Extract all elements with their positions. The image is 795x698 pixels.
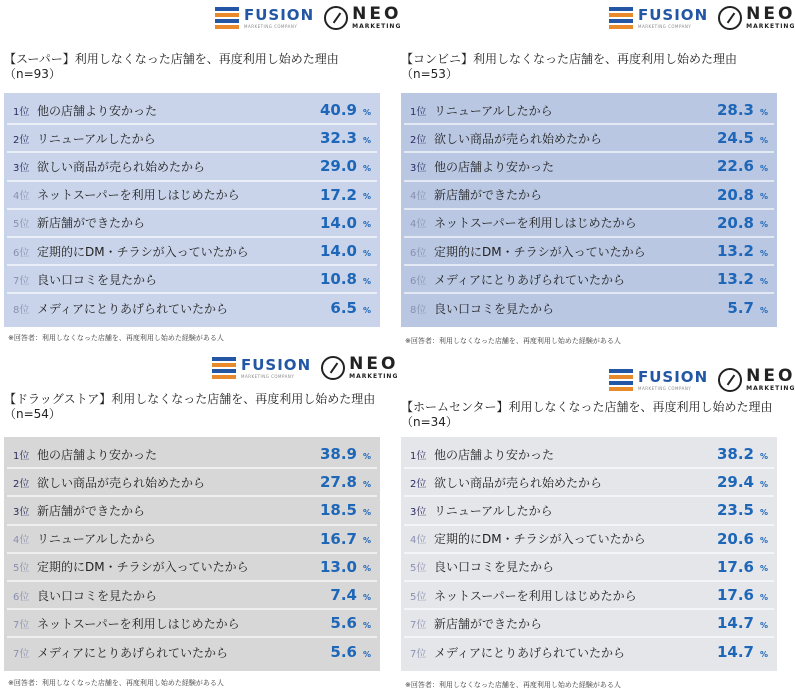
reason-label: 他の店舗より安かった — [37, 447, 158, 462]
chart-title: 【スーパー】利用しなくなった店舗を、再度利用し始めた理由（n=93） — [4, 52, 339, 81]
percent-symbol: % — [362, 564, 371, 574]
logo-group — [212, 350, 398, 386]
percent-value: 17.6 — [716, 586, 754, 605]
logo-group — [215, 0, 401, 36]
reason-label: 欲しい商品が売られ始めたから — [37, 475, 206, 490]
rank-label: 3位 — [13, 162, 30, 174]
percent-symbol: % — [362, 192, 371, 202]
chart-panel — [397, 362, 795, 694]
reason-label: 定期的にDM・チラシが入っていたから — [37, 560, 249, 575]
percent-symbol: % — [759, 248, 768, 258]
ranking-table — [4, 93, 380, 327]
table-row — [7, 638, 377, 666]
table-row — [7, 294, 377, 322]
percent-symbol: % — [362, 163, 371, 173]
percent-symbol: % — [759, 451, 768, 461]
neo-logo-sub: MARKETING — [349, 373, 399, 380]
percent-symbol: % — [759, 620, 768, 630]
reason-label: 定期的にDM・チラシが入っていたから — [37, 244, 249, 259]
table-row — [7, 582, 377, 610]
table-row — [7, 554, 377, 582]
ranking-table — [401, 93, 777, 327]
percent-value: 32.3 — [319, 129, 357, 148]
reason-label: 新店舗ができたから — [37, 216, 146, 231]
fusion-logo-icon — [212, 357, 236, 379]
reason-label: メディアにとりあげられていたから — [37, 301, 229, 316]
percent-value: 13.2 — [716, 242, 754, 261]
reason-label: リニューアルしたから — [37, 131, 156, 146]
neo-logo-sub: MARKETING — [746, 23, 795, 30]
reason-label: メディアにとりあげられていたから — [434, 272, 626, 287]
neo-logo-icon — [718, 6, 742, 30]
percent-symbol: % — [759, 564, 768, 574]
fusion-logo-sub: MARKETING COMPANY — [244, 23, 298, 29]
percent-value: 10.8 — [319, 270, 357, 289]
table-row — [404, 182, 774, 210]
fusion-logo — [638, 367, 709, 391]
rank-label: 7位 — [13, 275, 30, 287]
rank-label: 2位 — [410, 134, 427, 146]
neo-logo-word: NEO — [746, 366, 795, 386]
reason-label: リニューアルしたから — [37, 532, 156, 547]
percent-symbol: % — [362, 135, 371, 145]
rank-label: 6位 — [13, 247, 30, 259]
neo-logo-icon — [718, 368, 742, 392]
rank-label: 4位 — [13, 535, 30, 547]
percent-value: 5.6 — [330, 643, 357, 662]
table-row — [404, 238, 774, 266]
reason-label: ネットスーパーを利用しはじめたから — [434, 216, 637, 231]
table-row — [7, 526, 377, 554]
table-row — [7, 182, 377, 210]
reason-label: 定期的にDM・チラシが入っていたから — [434, 532, 646, 547]
fusion-logo — [638, 5, 709, 29]
reason-label: リニューアルしたから — [434, 103, 553, 118]
table-row — [7, 125, 377, 153]
table-row — [7, 97, 377, 125]
respondent-note: ※回答者：利用しなくなった店舗を、再度利用し始めた経験がある人 — [8, 679, 224, 687]
logo-group — [609, 0, 795, 36]
table-row — [404, 497, 774, 525]
chart-panel — [397, 0, 795, 350]
rank-label: 5位 — [13, 563, 30, 575]
table-row — [7, 210, 377, 238]
percent-value: 14.0 — [319, 242, 357, 261]
reason-label: ネットスーパーを利用しはじめたから — [434, 588, 637, 603]
chart-title: 【コンビニ】利用しなくなった店舗を、再度利用し始めた理由（n=53） — [401, 52, 738, 81]
reason-label: メディアにとりあげられていたから — [37, 645, 229, 660]
rank-label: 1位 — [410, 450, 427, 462]
neo-logo — [352, 6, 401, 30]
respondent-note: ※回答者：利用しなくなった店舗を、再度利用し始めた経験がある人 — [405, 337, 621, 345]
fusion-logo-word: FUSION — [638, 5, 709, 24]
reason-label: 他の店舗より安かった — [434, 159, 555, 174]
percent-value: 13.2 — [716, 270, 754, 289]
reason-label: 他の店舗より安かった — [37, 103, 158, 118]
neo-logo-word: NEO — [349, 354, 399, 374]
rank-label: 3位 — [13, 506, 30, 518]
reason-label: ネットスーパーを利用しはじめたから — [37, 188, 240, 203]
rank-label: 7位 — [410, 648, 427, 660]
percent-value: 18.5 — [319, 501, 357, 520]
chart-panel — [0, 0, 402, 347]
reason-label: メディアにとりあげられていたから — [434, 645, 626, 660]
neo-logo — [349, 356, 398, 380]
percent-value: 17.2 — [319, 185, 357, 204]
percent-value: 14.7 — [716, 643, 754, 662]
reason-label: 新店舗ができたから — [434, 188, 543, 203]
reason-label: リニューアルしたから — [434, 503, 553, 518]
table-row — [404, 469, 774, 497]
percent-symbol: % — [759, 305, 768, 315]
table-row — [7, 266, 377, 294]
neo-logo-word: NEO — [352, 4, 402, 24]
fusion-logo-word: FUSION — [638, 367, 709, 386]
neo-logo-sub: MARKETING — [352, 23, 402, 30]
rank-label: 5位 — [410, 591, 427, 603]
rank-label: 1位 — [410, 106, 427, 118]
table-row — [7, 153, 377, 181]
neo-logo — [746, 368, 795, 392]
reason-label: 新店舗ができたから — [434, 616, 543, 631]
rank-label: 2位 — [13, 478, 30, 490]
neo-logo-icon — [321, 356, 345, 380]
ranking-table — [4, 437, 380, 671]
percent-value: 6.5 — [330, 299, 357, 318]
percent-value: 38.9 — [319, 445, 357, 464]
rank-label: 4位 — [410, 219, 427, 231]
chart-panel — [0, 350, 399, 692]
reason-label: 定期的にDM・チラシが入っていたから — [434, 244, 646, 259]
percent-symbol: % — [362, 507, 371, 517]
percent-symbol: % — [759, 479, 768, 489]
percent-symbol: % — [362, 479, 371, 489]
rank-label: 1位 — [13, 450, 30, 462]
table-row — [404, 441, 774, 469]
fusion-logo-word: FUSION — [241, 355, 312, 374]
percent-value: 29.0 — [319, 157, 357, 176]
table-row — [404, 610, 774, 638]
rank-label: 3位 — [410, 162, 427, 174]
reason-label: 新店舗ができたから — [37, 503, 146, 518]
rank-label: 8位 — [13, 304, 30, 316]
percent-symbol: % — [362, 649, 371, 659]
percent-value: 13.0 — [319, 557, 357, 576]
ranking-table — [401, 437, 777, 671]
percent-symbol: % — [759, 220, 768, 230]
percent-symbol: % — [362, 107, 371, 117]
percent-value: 7.4 — [330, 586, 357, 605]
percent-symbol: % — [362, 536, 371, 546]
percent-value: 5.6 — [330, 614, 357, 633]
percent-value: 29.4 — [716, 473, 754, 492]
percent-value: 23.5 — [716, 501, 754, 520]
reason-label: 良い口コミを見たから — [37, 588, 158, 603]
percent-value: 20.8 — [716, 213, 754, 232]
table-row — [7, 238, 377, 266]
percent-symbol: % — [759, 107, 768, 117]
rank-label: 6位 — [13, 591, 30, 603]
percent-symbol: % — [362, 248, 371, 258]
table-row — [404, 153, 774, 181]
percent-symbol: % — [362, 620, 371, 630]
rank-label: 7位 — [13, 648, 30, 660]
percent-symbol: % — [759, 163, 768, 173]
fusion-logo-word: FUSION — [244, 5, 315, 24]
fusion-logo — [241, 355, 312, 379]
percent-value: 40.9 — [319, 101, 357, 120]
percent-value: 16.7 — [319, 529, 357, 548]
rank-label: 3位 — [410, 506, 427, 518]
reason-label: 欲しい商品が売られ始めたから — [434, 131, 603, 146]
percent-value: 14.7 — [716, 614, 754, 633]
rank-label: 4位 — [410, 191, 427, 203]
table-row — [404, 582, 774, 610]
rank-label: 5位 — [410, 563, 427, 575]
table-row — [404, 266, 774, 294]
percent-symbol: % — [759, 276, 768, 286]
percent-symbol: % — [362, 276, 371, 286]
table-row — [404, 294, 774, 322]
fusion-logo-sub: MARKETING COMPANY — [638, 23, 692, 29]
percent-value: 17.6 — [716, 557, 754, 576]
table-row — [404, 97, 774, 125]
percent-value: 22.6 — [716, 157, 754, 176]
rank-label: 6位 — [410, 247, 427, 259]
percent-value: 28.3 — [716, 101, 754, 120]
percent-symbol: % — [362, 220, 371, 230]
percent-symbol: % — [362, 592, 371, 602]
percent-value: 14.0 — [319, 213, 357, 232]
neo-logo-word: NEO — [746, 4, 795, 24]
percent-value: 5.7 — [727, 299, 754, 318]
reason-label: 良い口コミを見たから — [37, 272, 158, 287]
rank-label: 4位 — [410, 535, 427, 547]
respondent-note: ※回答者：利用しなくなった店舗を、再度利用し始めた経験がある人 — [8, 334, 224, 342]
percent-symbol: % — [759, 507, 768, 517]
reason-label: 他の店舗より安かった — [434, 447, 555, 462]
percent-value: 20.6 — [716, 529, 754, 548]
table-row — [7, 610, 377, 638]
reason-label: 良い口コミを見たから — [434, 560, 555, 575]
percent-value: 24.5 — [716, 129, 754, 148]
rank-label: 7位 — [13, 619, 30, 631]
table-row — [404, 526, 774, 554]
logo-group — [609, 362, 795, 398]
reason-label: 欲しい商品が売られ始めたから — [37, 159, 206, 174]
rank-label: 1位 — [13, 106, 30, 118]
fusion-logo — [244, 5, 315, 29]
table-row — [404, 554, 774, 582]
respondent-note: ※回答者：利用しなくなった店舗を、再度利用し始めた経験がある人 — [405, 681, 621, 689]
fusion-logo-sub: MARKETING COMPANY — [638, 385, 692, 391]
percent-symbol: % — [759, 135, 768, 145]
fusion-logo-icon — [609, 7, 633, 29]
percent-symbol: % — [759, 649, 768, 659]
rank-label: 2位 — [13, 134, 30, 146]
reason-label: 欲しい商品が売られ始めたから — [434, 475, 603, 490]
rank-label: 7位 — [410, 619, 427, 631]
table-row — [7, 441, 377, 469]
reason-label: 良い口コミを見たから — [434, 301, 555, 316]
neo-logo-icon — [324, 6, 348, 30]
table-row — [7, 469, 377, 497]
chart-title: 【ドラッグストア】利用しなくなった店舗を、再度利用し始めた理由（n=54） — [4, 392, 376, 421]
table-row — [404, 638, 774, 666]
percent-value: 38.2 — [716, 445, 754, 464]
rank-label: 5位 — [13, 219, 30, 231]
percent-symbol: % — [759, 536, 768, 546]
percent-symbol: % — [759, 592, 768, 602]
rank-label: 8位 — [410, 304, 427, 316]
fusion-logo-sub: MARKETING COMPANY — [241, 373, 295, 379]
table-row — [404, 125, 774, 153]
fusion-logo-icon — [215, 7, 239, 29]
reason-label: ネットスーパーを利用しはじめたから — [37, 616, 240, 631]
rank-label: 6位 — [410, 275, 427, 287]
table-row — [7, 497, 377, 525]
neo-logo — [746, 6, 795, 30]
percent-symbol: % — [362, 451, 371, 461]
fusion-logo-icon — [609, 369, 633, 391]
percent-value: 27.8 — [319, 473, 357, 492]
percent-symbol: % — [362, 305, 371, 315]
chart-title: 【ホームセンター】利用しなくなった店舗を、再度利用し始めた理由（n=34） — [401, 400, 773, 429]
rank-label: 2位 — [410, 478, 427, 490]
neo-logo-sub: MARKETING — [746, 385, 795, 392]
rank-label: 4位 — [13, 191, 30, 203]
percent-value: 20.8 — [716, 185, 754, 204]
table-row — [404, 210, 774, 238]
percent-symbol: % — [759, 192, 768, 202]
